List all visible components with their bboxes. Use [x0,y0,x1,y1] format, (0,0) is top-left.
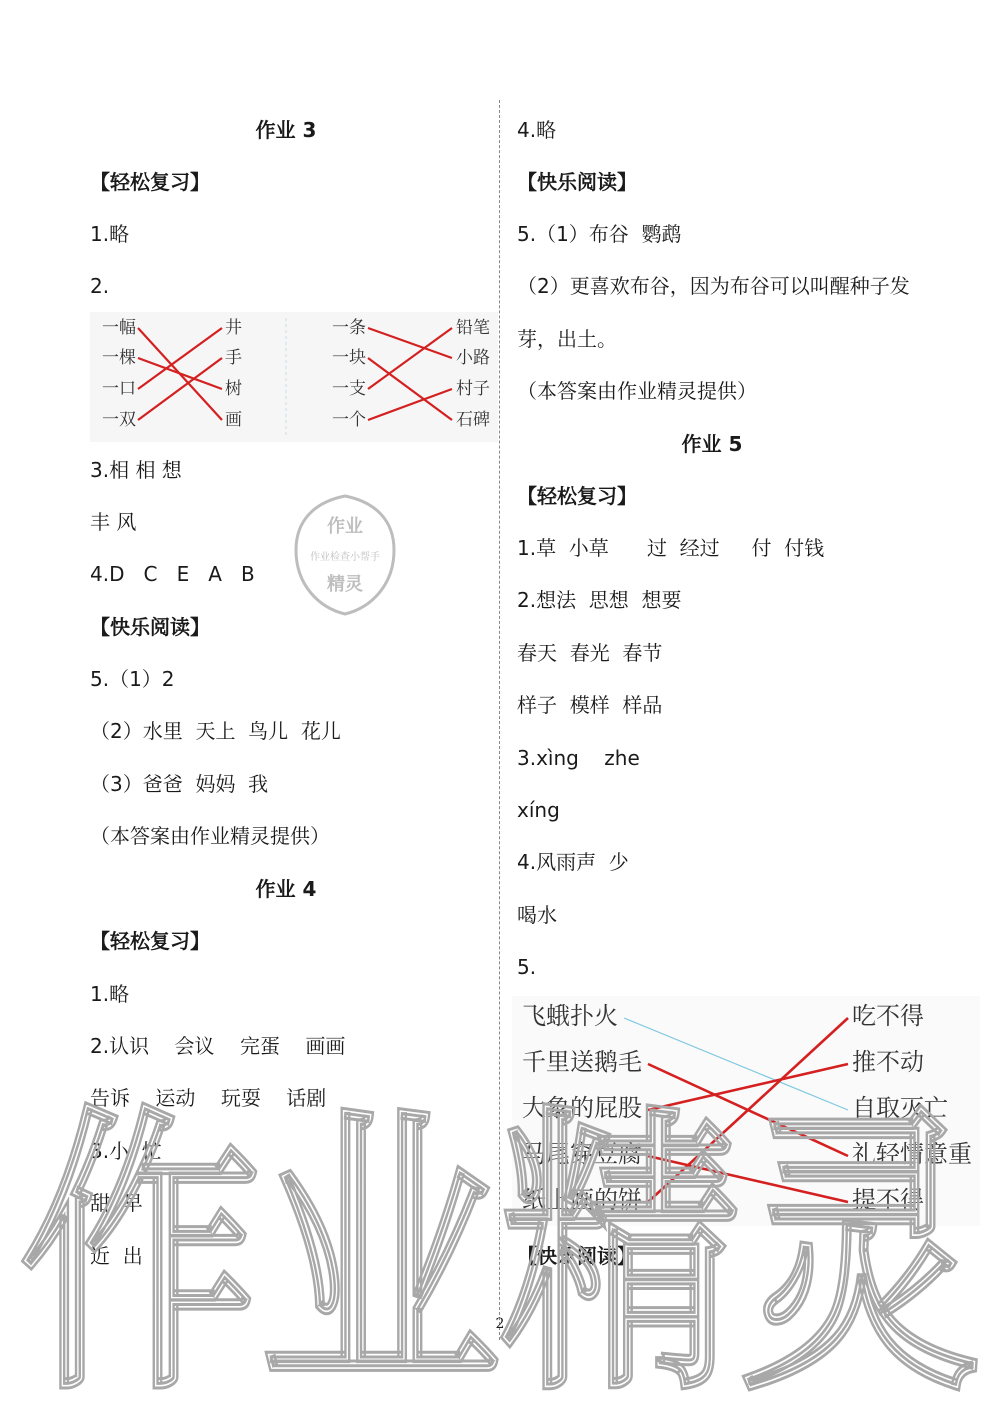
match1-right-b-0: 铅笔 [456,318,490,338]
match1-left-a-2: 一口 [102,379,136,399]
matching-figure-2 [512,996,980,1226]
match1-right-b-2: 村子 [456,379,490,399]
match2-right-2: 自取灭亡 [852,1094,948,1122]
hw3-q1: 1.略 [90,222,130,246]
hw5-q5: 5. [517,955,537,979]
column-divider [499,100,500,1340]
match1-left-b-0: 一条 [332,318,366,338]
hw4-source-note: （本答案由作业精灵提供） [517,379,757,403]
stamp-line3: 精灵 [327,574,363,595]
hw4-q5-1: 5.（1）布谷 鹦鹉 [517,222,682,246]
hw5-q3-line2: xíng [517,798,560,822]
match2-right-3: 礼轻情意重 [852,1140,972,1168]
stamp-logo [290,490,400,620]
hw4-q3-line2: 甜 早 [90,1191,143,1215]
matching-figure-1 [90,312,498,442]
hw3-q4: 4.D C E A B [90,562,255,586]
hw3-review-heading: 【轻松复习】 [90,170,210,194]
match1-right-b-1: 小路 [456,348,490,368]
match2-right-4: 提不得 [852,1186,924,1214]
match1-left-b-2: 一支 [332,379,366,399]
match1-lines [90,312,498,442]
hw4-review-heading: 【轻松复习】 [90,929,210,953]
match1-right-a-2: 树 [225,379,242,399]
watermark-text: 作业精灵 [20,1082,980,1410]
hw5-reading-heading: 【快乐阅读】 [517,1244,637,1268]
hw3-source-note: （本答案由作业精灵提供） [90,824,330,848]
match1-right-a-0: 井 [225,318,242,338]
match2-left-1: 千里送鹅毛 [522,1048,642,1076]
match2-left-3: 马尾穿豆腐 [522,1140,642,1168]
match1-left-b-1: 一块 [332,348,366,368]
match2-left-4: 纸上画的饼 [522,1186,642,1214]
match1-line-ke-shu [138,358,222,389]
hw5-q2-line3: 样子 模样 样品 [517,693,663,717]
hw4-title: 作业 4 [255,877,317,901]
match2-line-daxiang-tuibudong [648,1064,848,1110]
hw5-q1: 1.草 小草 过 经过 付 付钱 [517,536,825,560]
hw4-q3-line1: 3.小 忙 [90,1139,162,1163]
match2-right-0: 吃不得 [852,1002,924,1030]
hw5-q2-line2: 春天 春光 春节 [517,641,663,665]
match1-line-kuai-shibei [368,358,452,420]
hw4-q1: 1.略 [90,982,130,1006]
hw4-reading-heading: 【快乐阅读】 [517,170,637,194]
match2-right-1: 推不动 [852,1048,924,1076]
match1-left-a-0: 一幅 [102,318,136,338]
match2-left-0: 飞蛾扑火 [522,1002,618,1030]
match2-left-2: 大象的屁股 [522,1094,642,1122]
hw3-q5-1: 5.（1）2 [90,667,175,691]
match1-right-b-3: 石碑 [456,410,490,430]
match1-line-shuang-shou [138,358,222,420]
match1-line-zhi-qianbi [368,328,452,389]
hw4-q2-line2: 告诉 运动 玩耍 话剧 [90,1086,327,1110]
match1-right-a-3: 画 [225,410,242,430]
hw4-q4: 4.略 [517,118,557,142]
hw3-q3-line1: 3.相 相 想 [90,458,182,482]
hw3-reading-heading: 【快乐阅读】 [90,615,210,639]
match1-left-a-1: 一棵 [102,348,136,368]
match1-right-a-1: 手 [225,348,242,368]
page-number: 2 [495,1316,505,1332]
hw4-q5-2-line2: 芽，出土。 [517,327,617,351]
hw5-title: 作业 5 [681,432,743,456]
hw5-q3-line1: 3.xìng zhe [517,746,640,770]
match1-left-a-3: 一双 [102,410,136,430]
hw3-q2: 2. [90,274,110,298]
match2-line-zhishang-chibude [648,1018,848,1202]
match2-line-feie-zimie [624,1018,848,1110]
hw5-q4-line2: 喝水 [517,903,557,927]
hw5-q4-line1: 4.风雨声 少 [517,850,629,874]
match2-lines [512,996,980,1226]
hw3-title: 作业 3 [255,118,317,142]
hw3-q5-3: （3）爸爸 妈妈 我 [90,772,269,796]
hw4-q2-line1: 2.认识 会议 完蛋 画画 [90,1034,346,1058]
hw3-q5-2: （2）水里 天上 鸟儿 花儿 [90,719,341,743]
stamp-line1: 作业 [327,516,363,537]
match2-line-mawei-tibude [648,1156,848,1202]
hw5-review-heading: 【轻松复习】 [517,484,637,508]
match1-line-tiao-xiaolu [368,328,452,358]
hw4-q5-2-line1: （2）更喜欢布谷，因为布谷可以叫醒种子发 [517,274,910,298]
hw5-q2-line1: 2.想法 思想 想要 [517,588,682,612]
hw4-q3-line3: 近 出 [90,1244,143,1268]
stamp-line2: 作业检查小帮手 [310,552,380,563]
match1-line-kou-jing [138,328,222,389]
hw3-q3-line2: 丰 风 [90,510,137,534]
match1-left-b-3: 一个 [332,410,366,430]
match1-line-ge-cunzi [368,389,452,420]
